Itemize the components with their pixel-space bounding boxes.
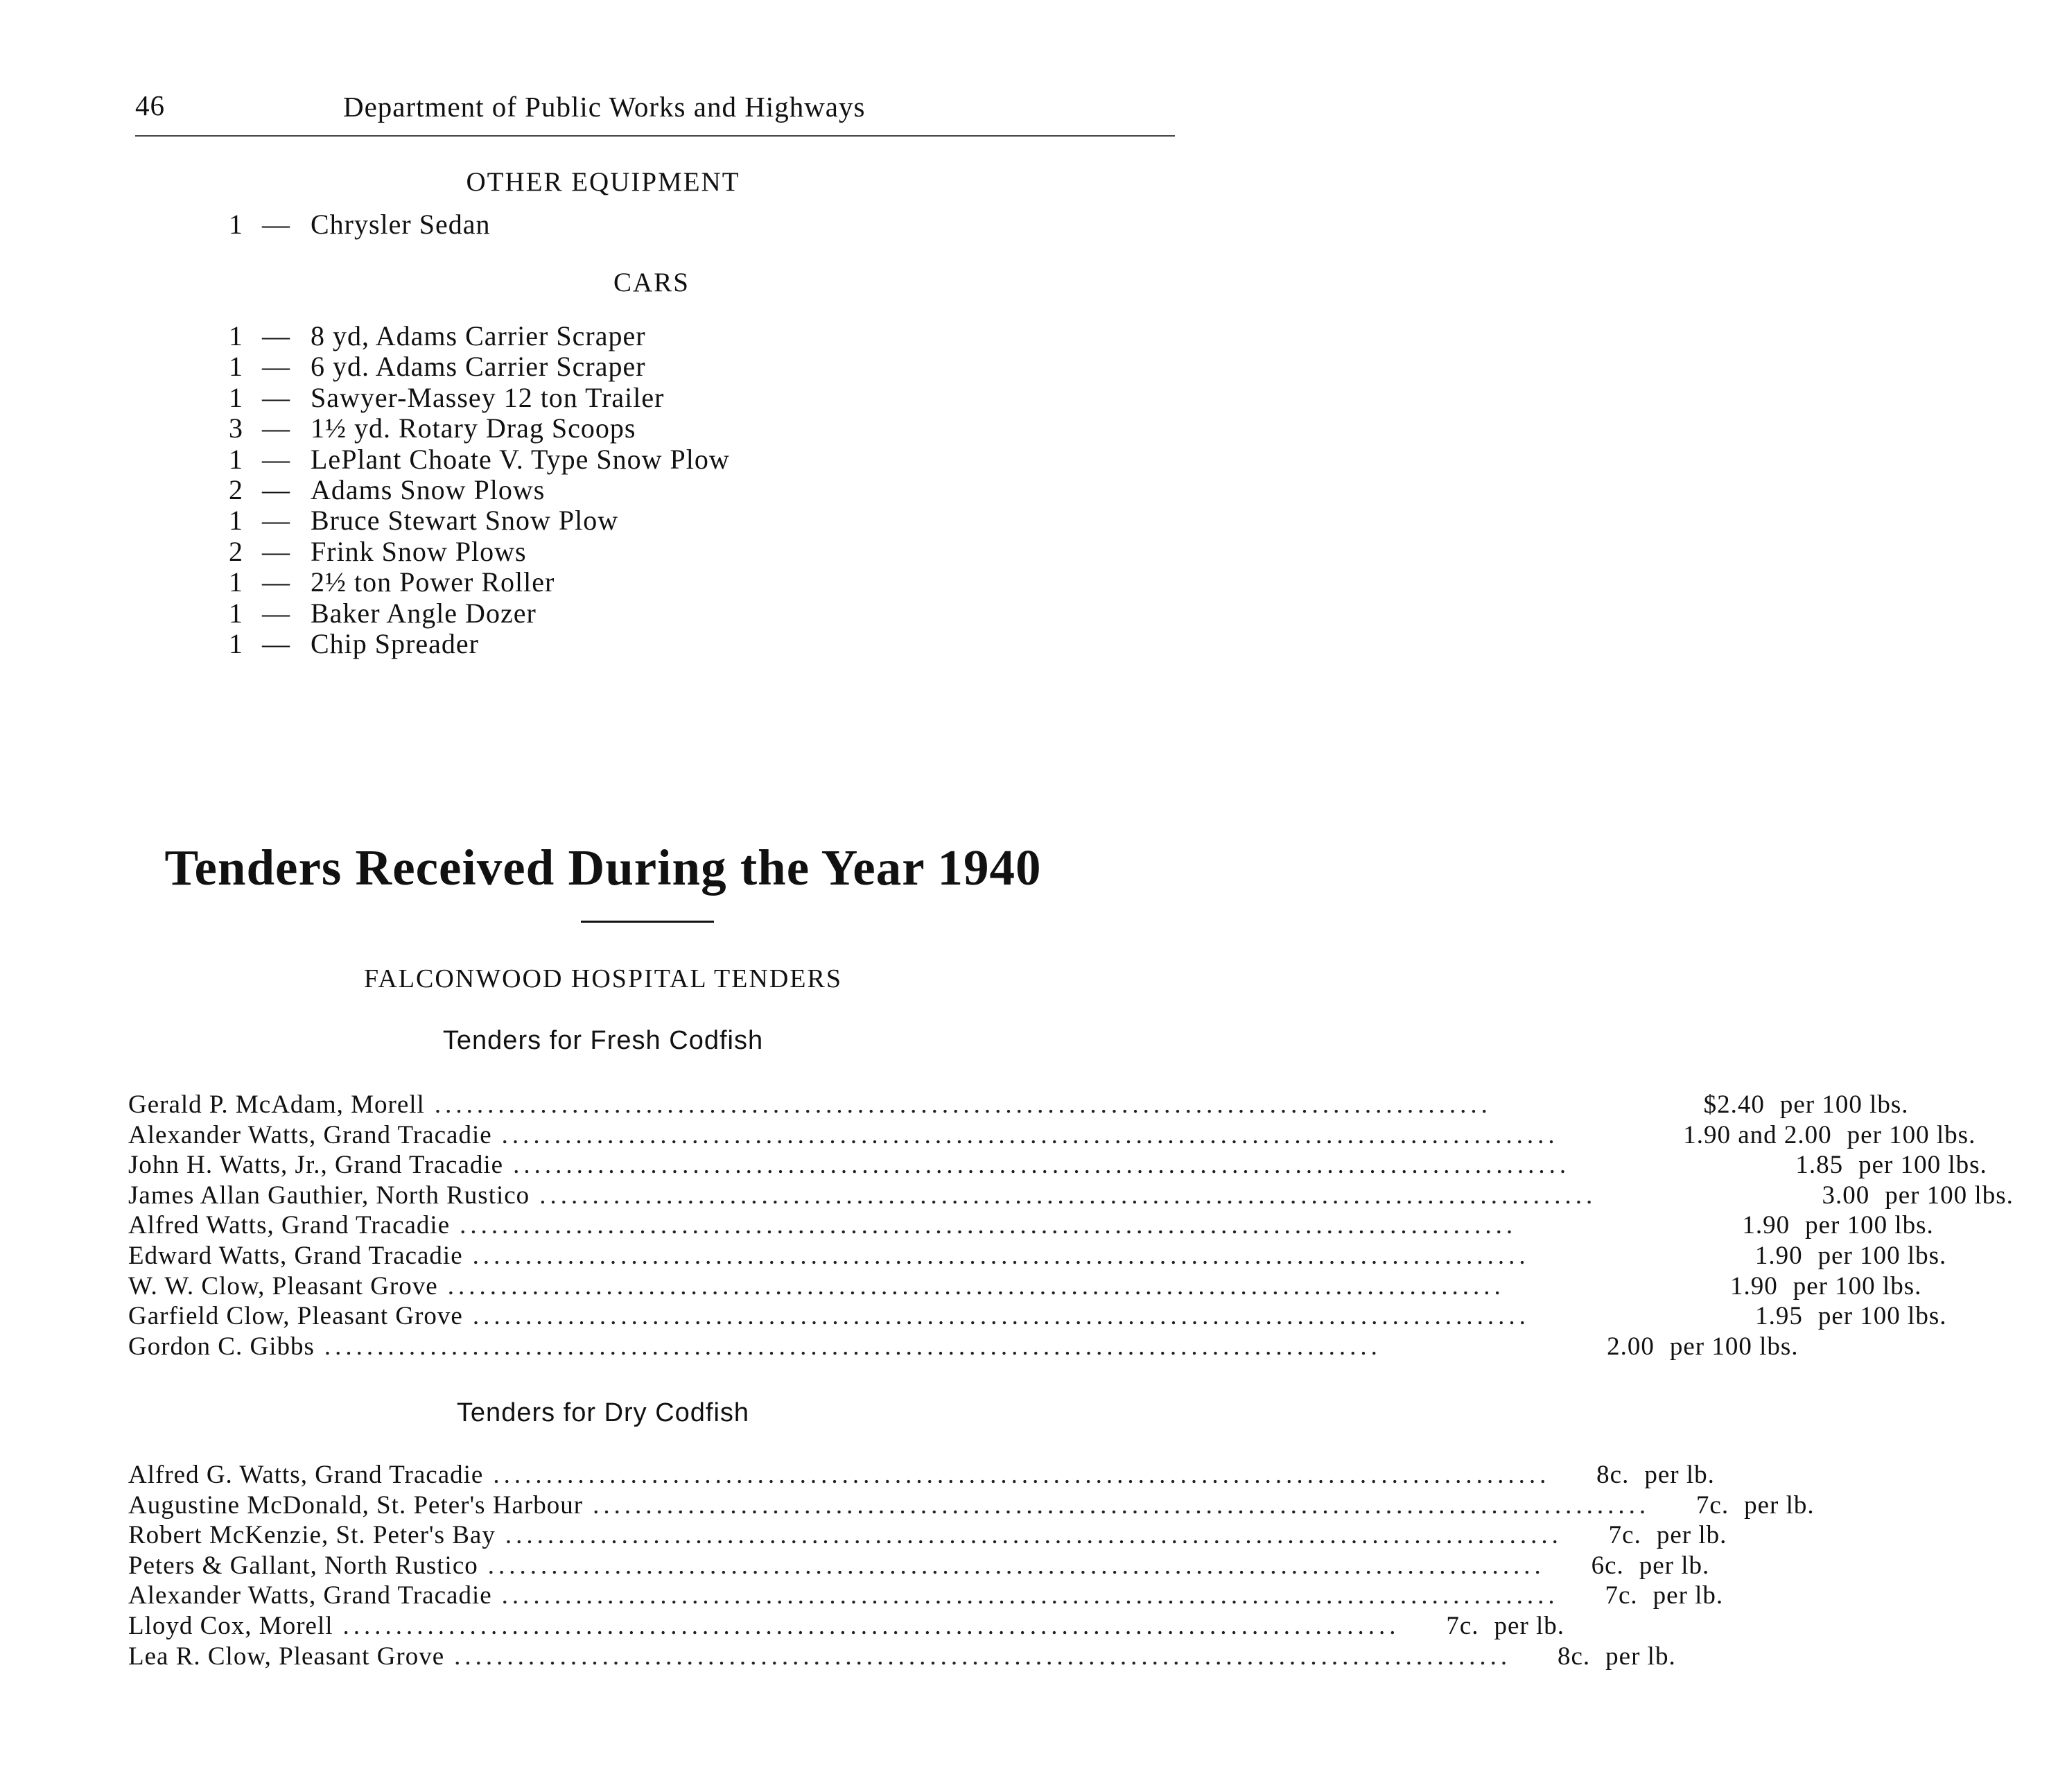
dry-codfish-table — [128, 1460, 1815, 1671]
item-name: Adams Snow Plows — [311, 473, 546, 505]
dot-leader: .................................................................................................... — [472, 1302, 1530, 1331]
tenderer-name: James Allan Gauthier, North Rustico — [128, 1181, 530, 1210]
tenderer-name: Lloyd Cox, Morell — [128, 1611, 333, 1640]
item-quantity: 1 — [229, 351, 243, 383]
item-dash: — — [262, 351, 290, 383]
tenderer-name: W. W. Clow, Pleasant Grove — [128, 1271, 438, 1300]
tender-price: 1.90 — [1742, 1211, 1790, 1240]
title-divider — [581, 921, 714, 923]
list-item — [229, 598, 730, 629]
dot-leader: .................................................................................................... — [460, 1211, 1517, 1240]
item-name: LePlant Choate V. Type Snow Plow — [311, 443, 730, 475]
tender-unit: per lb. — [1644, 1461, 1715, 1489]
item-dash: — — [262, 209, 290, 240]
table-row — [128, 1520, 1727, 1551]
table-row — [128, 1271, 1922, 1302]
dot-leader: .................................................................................................... — [454, 1642, 1512, 1671]
tender-price: 1.90 and 2.00 — [1683, 1120, 1832, 1149]
other-equipment-item — [229, 208, 491, 241]
item-dash: — — [262, 535, 290, 567]
page-number: 46 — [135, 89, 165, 121]
tender-unit: per lb. — [1652, 1581, 1724, 1610]
item-quantity: 1 — [229, 505, 243, 537]
item-quantity: 1 — [229, 381, 243, 413]
dot-leader: .................................................................................................... — [342, 1611, 1400, 1640]
item-dash: — — [262, 627, 290, 659]
falconwood-heading: FALCONWOOD HOSPITAL TENDERS — [364, 964, 842, 993]
table-row — [128, 1551, 1710, 1581]
table-row — [128, 1332, 1799, 1362]
table-row — [128, 1490, 1815, 1521]
dot-leader: .................................................................................................... — [472, 1241, 1530, 1270]
dot-leader: .................................................................................................... — [324, 1332, 1381, 1361]
page-header — [135, 82, 1178, 130]
tender-unit: per lb. — [1605, 1642, 1676, 1671]
list-item — [229, 629, 730, 659]
tender-price: 7c. — [1446, 1611, 1479, 1640]
list-item — [229, 444, 730, 475]
tender-price: 1.85 — [1795, 1151, 1844, 1180]
tender-price: 7c. — [1605, 1581, 1638, 1610]
item-quantity: 2 — [229, 535, 243, 567]
tenderer-name: Augustine McDonald, St. Peter's Harbour — [128, 1490, 584, 1520]
tender-unit: per 100 lbs. — [1793, 1271, 1922, 1300]
item-quantity: 1 — [229, 597, 243, 629]
tender-unit: per lb. — [1744, 1490, 1815, 1520]
item-dash: — — [262, 566, 290, 598]
item-dash: — — [262, 412, 290, 444]
cars-list — [229, 321, 730, 659]
table-row — [128, 1611, 1565, 1642]
tender-price: $2.40 — [1703, 1090, 1765, 1119]
item-dash: — — [262, 443, 290, 475]
table-row — [128, 1301, 1947, 1332]
tender-unit: per 100 lbs. — [1847, 1120, 1976, 1149]
tender-unit: per 100 lbs. — [1669, 1332, 1799, 1361]
item-dash: — — [262, 597, 290, 629]
tender-price: 1.95 — [1755, 1302, 1803, 1331]
dry-codfish-heading: Tenders for Dry Codfish — [456, 1398, 750, 1427]
list-item — [229, 567, 730, 598]
dot-leader: .................................................................................................... — [434, 1090, 1492, 1119]
item-name: Chrysler Sedan — [311, 209, 491, 240]
tenderer-name: Garfield Clow, Pleasant Grove — [128, 1302, 463, 1331]
tenderer-name: Lea R. Clow, Pleasant Grove — [128, 1642, 445, 1671]
fresh-codfish-heading: Tenders for Fresh Codfish — [442, 1026, 764, 1055]
table-row — [128, 1181, 2014, 1211]
tender-price: 8c. — [1557, 1642, 1591, 1671]
table-row — [128, 1460, 1715, 1490]
item-quantity: 1 — [229, 443, 243, 475]
item-name: Baker Angle Dozer — [311, 597, 537, 629]
item-name: Frink Snow Plows — [311, 535, 527, 567]
dot-leader: .................................................................................................... — [487, 1551, 1545, 1580]
tender-price: 7c. — [1695, 1490, 1729, 1520]
item-quantity: 1 — [229, 320, 243, 351]
table-row — [128, 1210, 1934, 1241]
dot-leader: .................................................................................................... — [539, 1181, 1597, 1210]
dot-leader: .................................................................................................... — [501, 1581, 1559, 1610]
table-row — [128, 1120, 1976, 1151]
header-divider — [135, 135, 1175, 137]
list-item — [229, 475, 730, 505]
dot-leader: .................................................................................................... — [501, 1120, 1559, 1149]
tender-unit: per 100 lbs. — [1885, 1181, 2014, 1210]
tender-price: 1.90 — [1754, 1241, 1803, 1270]
tender-price: 1.90 — [1729, 1271, 1778, 1300]
tender-unit: per 100 lbs. — [1805, 1211, 1934, 1240]
item-dash: — — [262, 473, 290, 505]
tender-unit: per lb. — [1639, 1551, 1710, 1580]
tender-unit: per 100 lbs. — [1817, 1241, 1947, 1270]
item-name: 6 yd. Adams Carrier Scraper — [311, 351, 646, 383]
tenders-title: Tenders Received During the Year 1940 — [164, 840, 1042, 896]
tender-unit: per 100 lbs. — [1858, 1151, 1987, 1180]
list-item — [229, 537, 730, 567]
table-row — [128, 1581, 1724, 1611]
tenderer-name: Edward Watts, Grand Tracadie — [128, 1241, 463, 1270]
tender-price: 2.00 — [1607, 1332, 1655, 1361]
tender-unit: per 100 lbs. — [1817, 1302, 1947, 1331]
item-dash: — — [262, 505, 290, 537]
item-quantity: 1 — [229, 627, 243, 659]
tender-unit: per lb. — [1656, 1521, 1727, 1550]
tenderer-name: Gordon C. Gibbs — [128, 1332, 315, 1361]
item-dash: — — [262, 381, 290, 413]
table-row — [128, 1090, 1909, 1120]
dot-leader: .................................................................................................... — [505, 1521, 1562, 1550]
running-head: Department of Public Works and Highways — [343, 91, 866, 123]
item-name: 8 yd, Adams Carrier Scraper — [311, 320, 646, 351]
tender-price: 6c. — [1591, 1551, 1624, 1580]
item-quantity: 1 — [229, 566, 243, 598]
item-quantity: 3 — [229, 412, 243, 444]
fresh-codfish-table — [128, 1090, 2014, 1362]
item-quantity: 2 — [229, 473, 243, 505]
item-quantity: 1 — [229, 209, 243, 240]
item-name: Sawyer-Massey 12 ton Trailer — [311, 381, 665, 413]
tenderer-name: Alfred G. Watts, Grand Tracadie — [128, 1461, 484, 1489]
tenderer-name: Alexander Watts, Grand Tracadie — [128, 1581, 492, 1610]
tender-price: 8c. — [1596, 1461, 1630, 1489]
tenderer-name: Robert McKenzie, St. Peter's Bay — [128, 1521, 496, 1550]
tender-unit: per 100 lbs. — [1779, 1090, 1909, 1119]
dot-leader: .................................................................................................... — [493, 1461, 1551, 1489]
list-item — [229, 351, 730, 382]
item-name: 1½ yd. Rotary Drag Scoops — [311, 412, 636, 444]
list-item — [229, 505, 730, 536]
table-row — [128, 1150, 1987, 1181]
cars-heading: CARS — [613, 268, 690, 297]
list-item — [229, 321, 730, 351]
list-item — [229, 413, 730, 444]
other-equipment-heading: OTHER EQUIPMENT — [466, 167, 740, 197]
item-name: Bruce Stewart Snow Plow — [311, 505, 619, 537]
tenderer-name: Alexander Watts, Grand Tracadie — [128, 1120, 492, 1149]
item-name: Chip Spreader — [311, 627, 479, 659]
dot-leader: .................................................................................................... — [447, 1271, 1505, 1300]
item-dash: — — [262, 320, 290, 351]
tender-price: 3.00 — [1822, 1181, 1870, 1210]
tender-unit: per lb. — [1494, 1611, 1565, 1640]
list-item — [229, 383, 730, 413]
table-row — [128, 1241, 1947, 1271]
tenderer-name: Gerald P. McAdam, Morell — [128, 1090, 425, 1119]
tenderer-name: Alfred Watts, Grand Tracadie — [128, 1211, 451, 1240]
tenderer-name: John H. Watts, Jr., Grand Tracadie — [128, 1151, 504, 1180]
item-name: 2½ ton Power Roller — [311, 566, 555, 598]
tender-price: 7c. — [1608, 1521, 1641, 1550]
dot-leader: .................................................................................................... — [513, 1151, 1571, 1180]
tenderer-name: Peters & Gallant, North Rustico — [128, 1551, 478, 1580]
dot-leader: .................................................................................................... — [593, 1490, 1650, 1520]
table-row — [128, 1642, 1676, 1672]
